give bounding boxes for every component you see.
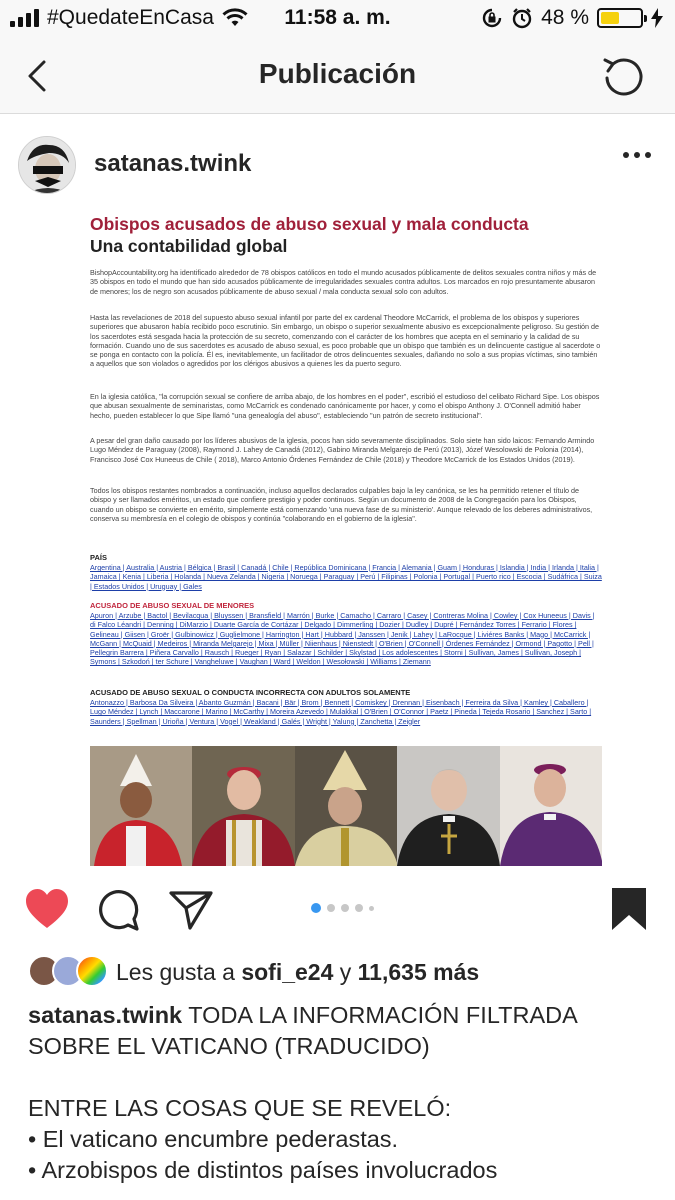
post-image[interactable] (0, 212, 675, 876)
image-paragraph: BishopAccountability.org ha identificado alrededor de 78 obispos católicos en todo el mundo acusados públicamente de delitos sexuales contra niños y más de 35 obispos en todo el mundo que han sido acusados públicamente de irregularidades sexuales contra adultos. Los marcados en rojo presuntamente abusaron de menores; los de negro son acusados públicamente de abuso sexual / mala conducta sexual solo con adultos. (90, 268, 597, 296)
post-actions (0, 876, 675, 946)
caption-username[interactable]: satanas.twink (28, 1002, 183, 1028)
navigation-bar (0, 38, 675, 114)
section-menores: ACUSADO DE ABUSO SEXUAL DE MENORES (90, 601, 255, 610)
carousel-dot (369, 906, 374, 911)
section-adultos: ACUSADO DE ABUSO SEXUAL O CONDUCTA INCORRECTA CON ADULTOS SOLAMENTE (90, 688, 411, 697)
bishop-photo (500, 746, 602, 866)
carousel-dot-active (311, 903, 321, 913)
post-caption (28, 1000, 648, 1186)
carrier-label: #QuedateEnCasa (47, 6, 214, 29)
likes-count[interactable]: 11,635 más (357, 958, 480, 985)
carousel-dot (327, 904, 335, 912)
likes-row[interactable] (28, 952, 479, 992)
caption-list-title: ENTRE LAS COSAS QUE SE REVELÓ: (28, 1095, 452, 1121)
bishops-photo-strip (90, 746, 602, 866)
bookmark-filled-icon[interactable] (610, 886, 648, 932)
caption-list-item: • Arzobispos de distintos países involucrados (28, 1157, 498, 1183)
adultos-links: Antonazzo | Barbosa Da Silveira | Abanto Guzmán | Bacani | Bär | Brom | Bennett | Comiskey | Drennan | Eisenbach | Ferreira da Silva | Kamley | Caballero | Lugo Méndez | Lynch | Maccarone | Marino | McCarthy | Moreira Azevedo | Mulakkal | O'Brien | O'Connor | Paetz | Pineda | Tejeda Rosario | Sanchez | Sarto | Saunders | Spellman | Urioña | Ventura | Vogel | Weakland | Galés | Wright | Yalung | Zanchetta | Zeigler (90, 698, 592, 726)
document-image (86, 212, 606, 872)
battery-percent: 48 % (541, 6, 589, 29)
image-paragraph: A pesar del gran daño causado por los líderes abusivos de la iglesia, pocos han sido severamente disciplinados. Solo siete han sido laicos: Fernando Armindo Lugo Méndez de Paraguay (2008), Raymond J. Lahey de Canadá (2012), Gabino Miranda Melgarejo de Perú (2013), Józef Wesolowski de Polonia (2014), Francisco José Cox Huneeus de Chile ( 2018), Marco Antonio Órdenes Fernández de Chile (2018) y Theodore McCarrick de los Estados Unidos (2019). (90, 436, 595, 464)
bishop-photo (295, 746, 397, 866)
carousel-indicator (0, 904, 675, 913)
bishop-photo (192, 746, 294, 866)
more-horizontal-icon[interactable] (623, 152, 651, 158)
image-paragraph: Hasta las revelaciones de 2018 del supuesto abuso sexual infantil por parte del ex cardenal Theodore McCarrick, el problema de los obispos y superiores superiores que abusaron había recibido poco escrutinio. Sin embargo, un obispo o superior sexualmente abusivo es excepcionalmente peligroso. Su gestión de los sacerdotes está sesgada hacia la protección de su secreto, comenzando con el carácter de los hombres que acepta en el seminario y la calidad de su formación. Cuando uno de sus sacerdotes es acusado de abuso sexual, es poco probable que un obispo que también es un delincuente castigue al sacerdote o se ponga en contacto con la policía. Él es, inevitablemente, un facilitador de otros delincuentes sexuales, dañando no solo a sus propias víctimas, sino también a aquellos que son violados o agredidos por los clérigos abusivos a quienes les da puerto seguro. (90, 313, 601, 369)
image-title: Obispos acusados de abuso sexual y mala conducta (90, 214, 529, 234)
status-bar (0, 0, 675, 38)
refresh-icon[interactable] (599, 52, 647, 100)
status-time: 11:58 a. m. (284, 6, 391, 29)
liker-avatar (76, 955, 108, 987)
bishop-photo (397, 746, 499, 866)
pais-links: Argentina | Australia | Austria | Bélgica | Brasil | Canadá | Chile | República Dominicana | Francia | Alemania | Guam | Honduras | Islandia | India | Irlanda | Italia | Jamaica | Kenia | Liberia | Holanda | Nueva Zelanda | Nigeria | Noruega | Paraguay | Perú | Filipinas | Polonia | Portugal | Puerto rico | Escocia | Sudáfrica | Suiza | Estados Unidos | Uruguay | Gales (90, 563, 602, 591)
image-subtitle: Una contabilidad global (90, 236, 288, 256)
rotation-lock-icon (481, 7, 503, 29)
section-pais: PAÍS (90, 553, 107, 562)
image-paragraph: Todos los obispos restantes nombrados a continuación, incluso aquellos declarados culpables bajo la ley canónica, se les ha permitido retener el título de obispo y ser llamados eméritos, un estado que confiere prestigio y poder continuos. Según un documento de 2008 de la Congregación para los Obispos, cuando un obispo se convierte en emérito, simplemente está comenzando 'una nueva fase de su ministerio'. Aunque relevado de los deberes administrativos, conserva su membresía en el colegio de obispos y continúa "colaborando en el gobierno de la iglesia". (90, 486, 593, 523)
caption-list-item: • El vaticano encumbre pederastas. (28, 1126, 399, 1152)
caption-text-block (28, 1000, 648, 1062)
carousel-dot (341, 904, 349, 912)
page-title: Publicación (258, 58, 417, 89)
caption-text: TODA LA INFORMACIÓN FILTRADA SOBRE EL VATICANO (TRADUCIDO) (28, 1002, 577, 1059)
image-paragraph: En la iglesia católica, "la corrupción sexual se confiere de arriba abajo, de los hombres en el poder", escribió el estudioso del celibato Richard Sipe. Los obispos que abusan sexualmente de seminaristas, como McCarrick es condenado canónicamente por hacer, y como el obispo Anthony J. O'Connell admitió haber hecho, pueden establecer lo que Sipe llamó "una genealogía del abuso", estableciendo "un patrón de secreto institucional". (90, 392, 600, 420)
likes-user[interactable]: sofi_e24 (241, 958, 334, 985)
bishop-photo (90, 746, 192, 866)
post-username[interactable]: satanas.twink (94, 150, 252, 177)
alarm-icon (511, 7, 533, 29)
likes-prefix: Les gusta a (116, 958, 235, 985)
liker-avatars (28, 955, 110, 989)
carousel-dot (355, 904, 363, 912)
avatar[interactable] (18, 136, 76, 194)
likes-conj: y (339, 958, 352, 985)
battery-icon (597, 8, 643, 28)
post-header (0, 114, 675, 212)
menores-links: Apuron | Arzube | Bactol | Bevilacqua | Bluyssen | Bransfield | Marrón | Burke | Camacho | Carraro | Casey | Contreras Molina | Cowley | Cox Huneeus | Davis | di Falco Léandri | Denning | DiMarzio | Duarte García de Cortázar | Delgado | Dimmerling | Dozier | Dudley | Dupré | Fernández Torres | Ferrario | Flores | Gelineau | Giisen | Groër | Gulbinowicz | Guglielmone | Harrington | Hart | Hubbard | Janssen | Jenik | Lahey | LaRocque | Liviéres Banks | Mago | McCarrick | McGann | McQuaid | Medeiros | Miranda Melgarejo | Mixa | Müller | Niienhaus | Nienstedt | O'Brien | O'Connell | Órdenes Fernández | Ormond | Pagotto | Pell | Pellegrin Barrera | Piñera Carvallo | Rausch | Rueger | Ryan | Salazar | Schilder | Skylstad | Los adolescentes | Storni | Sullivan, James | Sullivan, Joseph | Symons | Szkodoń | ter Schure | Vangheluwe | Vaughan | Ward | Weldon | Wesołowski | Williams | Ziemann (90, 611, 595, 667)
charging-icon (651, 8, 663, 28)
